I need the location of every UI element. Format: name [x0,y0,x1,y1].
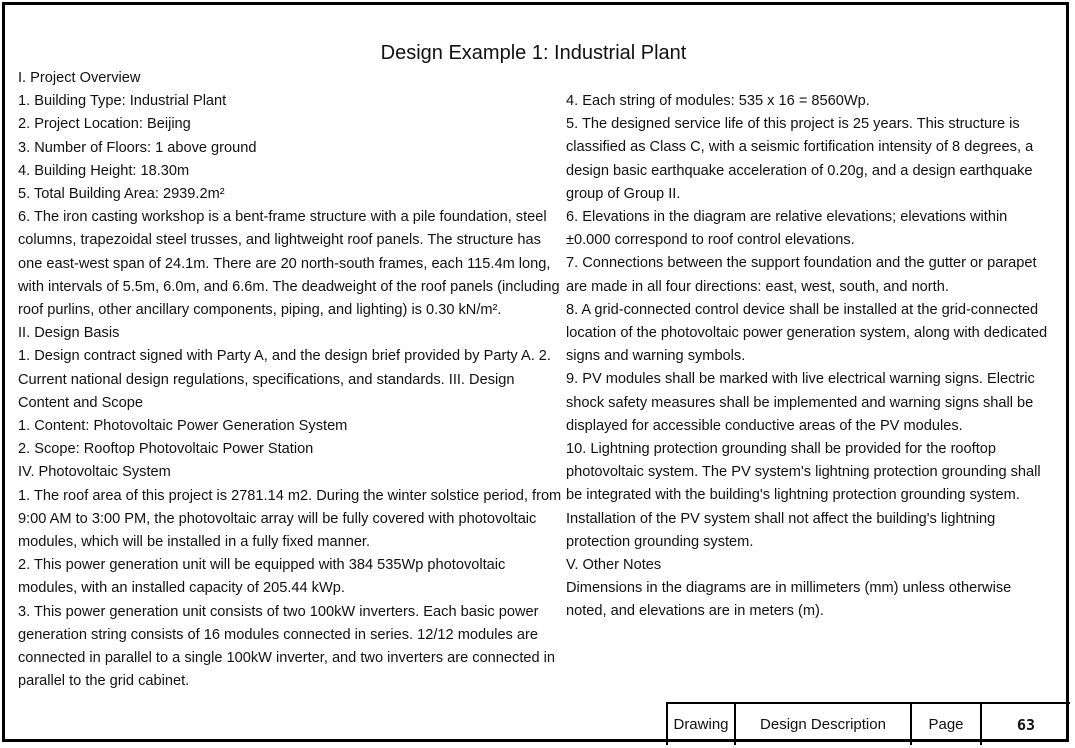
page-title: Design Example 1: Industrial Plant [380,42,687,64]
paragraph: I. Project Overview [18,70,141,86]
paragraph: 2. Project Location: Beijing [18,116,191,133]
page-number: 63 [1016,715,1036,734]
drawing-name: Design Description [736,704,912,745]
paragraph: 7. Connections between the support foundation and the gutter or parapet are made in all four directions: east, west, south, and north. [566,255,1037,295]
paragraph: 2. Scope: Rooftop Photovoltaic Power Station [18,441,314,458]
paragraph: II. Design Basis [18,325,120,342]
paragraph: 3. This power generation unit consists of two 100kW inverters. Each basic power generation string consists of 16 modules connected in series. 12/12 modules are connected in parallel to a single 100kW inverter, and two inverters are connected in parallel to the grid cabinet. [18,603,556,690]
paragraph: 1. The roof area of this project is 2781.14 m2. During the winter solstice period, from 9:00 AM to 3:00 PM, the photovoltaic array will be fully covered with photovoltaic modules, which will be installed in a fully fixed manner. [18,487,562,551]
right-text-column [566,90,1052,624]
paragraph: V. Other Notes [566,557,662,574]
paragraph: 1. Building Type: Industrial Plant [18,93,227,110]
paragraph: 5. Total Building Area: 2939.2m² [18,186,225,203]
paragraph: 2. This power generation unit will be equipped with 384 535Wp photovoltaic modules, with an installed capacity of 205.44 kWp. [18,557,506,597]
drawing-label: Drawing [668,704,736,745]
paragraph: 6. The iron casting workshop is a bent-frame structure with a pile foundation, steel columns, trapezoidal steel trusses, and lightweight roof panels. The structure has one east-west span of 24.1m. There are 20 north-south frames, each 115.4m long, with intervals of 5.5m, 6.0m, and 6.6m. The deadweight of the roof panels (including roof purlins, other ancillary components, piping, and lighting) is 0.30 kN/m². [18,209,560,319]
paragraph: 10. Lightning protection grounding shall be provided for the rooftop photovoltaic system. The PV system's lightning protection grounding shall be integrated with the building's lightning protection grounding system. Installation of the PV system shall not affect the building's lightning protection grounding system. [566,441,1041,550]
paragraph: Dimensions in the diagrams are in millimeters (mm) unless otherwise noted, and elevations are in meters (m). [566,580,1012,620]
paragraph: 4. Building Height: 18.30m [18,162,190,179]
paragraph: 3. Number of Floors: 1 above ground [18,139,257,156]
paragraph: 5. The designed service life of this project is 25 years. This structure is classified as Class C, with a seismic fortification intensity of 8 degrees, a design basic earthquake acceleration of 0.20g, and a design earthquake group of Group II. [566,116,1034,202]
paragraph: 4. Each string of modules: 535 x 16 = 8560Wp. [566,93,870,109]
page-label: Page [912,704,982,745]
title-block [666,702,1070,745]
paragraph: 1. Design contract signed with Party A, and the design brief provided by Party A. 2. Current national design regulations, specifications, and standards. III. Design Content and Scope [18,348,551,411]
left-text-column [18,67,563,693]
paragraph: 1. Content: Photovoltaic Power Generation System [18,418,348,435]
paragraph: 9. PV modules shall be marked with live electrical warning signs. Electric shock safety measures shall be implemented and warning signs shall be displayed for accessible conductive areas of the PV modules. [566,371,1035,434]
paragraph: 8. A grid-connected control device shall be installed at the grid-connected location of the photovoltaic power generation system, along with dedicated signs and warning symbols. [566,301,1048,365]
paragraph: 6. Elevations in the diagram are relative elevations; elevations within ±0.000 correspond to roof control elevations. [566,209,1008,249]
paragraph: IV. Photovoltaic System [18,464,171,481]
